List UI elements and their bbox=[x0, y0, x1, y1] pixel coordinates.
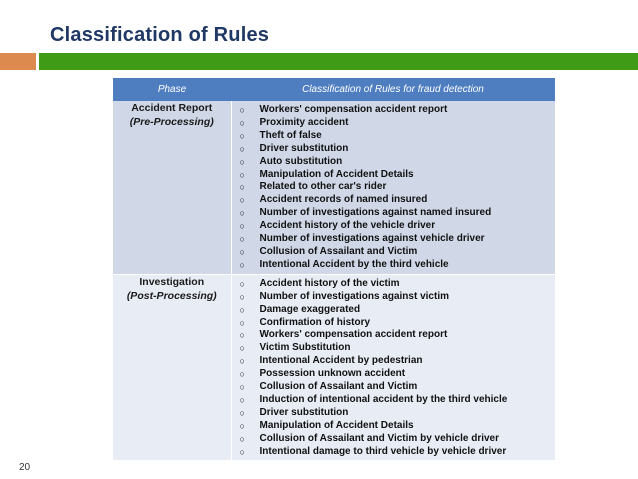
circle-bullet-icon: ○ bbox=[239, 143, 245, 154]
list-item bbox=[232, 194, 556, 207]
list-item bbox=[232, 246, 556, 259]
circle-bullet-icon: ○ bbox=[239, 394, 245, 405]
rule-text: Induction of intentional accident by the third vehicle bbox=[259, 393, 508, 405]
rule-text: Accident history of the vehicle driver bbox=[259, 220, 436, 232]
circle-bullet-icon: ○ bbox=[239, 221, 245, 232]
list-item bbox=[232, 220, 556, 233]
list-item bbox=[232, 291, 556, 304]
circle-bullet-icon: ○ bbox=[239, 278, 245, 289]
circle-bullet-icon: ○ bbox=[239, 182, 245, 193]
list-item bbox=[232, 342, 556, 355]
rule-text: Manipulation of Accident Details bbox=[259, 168, 414, 180]
list-item bbox=[232, 407, 556, 420]
table-row bbox=[113, 101, 555, 274]
rule-text: Accident records of named insured bbox=[259, 194, 428, 206]
rule-text: Intentional Accident by the third vehicle bbox=[259, 258, 449, 270]
rule-text: Confirmation of history bbox=[259, 316, 371, 328]
rule-text: Intentional damage to third vehicle by vehicle driver bbox=[259, 445, 507, 457]
rule-text: Collusion of Assailant and Victim bbox=[259, 381, 418, 393]
rule-text: Workers' compensation accident report bbox=[259, 329, 448, 341]
circle-bullet-icon: ○ bbox=[239, 356, 245, 367]
list-item bbox=[232, 143, 556, 156]
table-header-row bbox=[113, 78, 555, 101]
circle-bullet-icon: ○ bbox=[239, 369, 245, 380]
rule-text: Driver substitution bbox=[259, 142, 349, 154]
list-item bbox=[232, 394, 556, 407]
list-item bbox=[232, 278, 556, 291]
list-item bbox=[232, 304, 556, 317]
rules-cell bbox=[231, 101, 555, 274]
rule-text: Related to other car's rider bbox=[259, 181, 387, 193]
rule-text: Accident history of the victim bbox=[259, 277, 400, 289]
table-row bbox=[113, 274, 555, 460]
circle-bullet-icon: ○ bbox=[239, 407, 245, 418]
circle-bullet-icon: ○ bbox=[239, 117, 245, 128]
list-item bbox=[232, 259, 556, 272]
circle-bullet-icon: ○ bbox=[239, 446, 245, 457]
circle-bullet-icon: ○ bbox=[239, 433, 245, 444]
circle-bullet-icon: ○ bbox=[239, 317, 245, 328]
list-item bbox=[232, 446, 556, 459]
circle-bullet-icon: ○ bbox=[239, 259, 245, 270]
phase-subtitle: (Post-Processing) bbox=[126, 289, 217, 302]
rules-table bbox=[113, 78, 555, 460]
list-item bbox=[232, 104, 556, 117]
list-item bbox=[232, 317, 556, 330]
rules-list bbox=[232, 275, 556, 461]
circle-bullet-icon: ○ bbox=[239, 208, 245, 219]
rule-text: Theft of false bbox=[259, 129, 322, 141]
circle-bullet-icon: ○ bbox=[239, 382, 245, 393]
rules-list bbox=[232, 101, 556, 274]
circle-bullet-icon: ○ bbox=[239, 291, 245, 302]
rule-text: Damage exaggerated bbox=[259, 303, 361, 315]
rule-text: Number of investigations against victim bbox=[259, 290, 449, 302]
rule-text: Intentional Accident by pedestrian bbox=[259, 355, 423, 367]
circle-bullet-icon: ○ bbox=[239, 246, 245, 257]
circle-bullet-icon: ○ bbox=[239, 130, 245, 141]
circle-bullet-icon: ○ bbox=[239, 156, 245, 167]
list-item bbox=[232, 355, 556, 368]
list-item bbox=[232, 368, 556, 381]
phase-cell bbox=[113, 274, 231, 460]
rule-text: Auto substitution bbox=[259, 155, 343, 167]
circle-bullet-icon: ○ bbox=[239, 195, 245, 206]
list-item bbox=[232, 207, 556, 220]
list-item bbox=[232, 381, 556, 394]
accent-bar-green bbox=[39, 53, 638, 70]
rule-text: Manipulation of Accident Details bbox=[259, 419, 414, 431]
list-item bbox=[232, 117, 556, 130]
header-phase: Phase bbox=[113, 78, 231, 101]
circle-bullet-icon: ○ bbox=[239, 420, 245, 431]
list-item bbox=[232, 329, 556, 342]
circle-bullet-icon: ○ bbox=[239, 169, 245, 180]
rule-text: Collusion of Assailant and Victim by vehicle driver bbox=[259, 432, 500, 444]
rule-text: Collusion of Assailant and Victim bbox=[259, 245, 418, 257]
rule-text: Victim Substitution bbox=[259, 342, 351, 354]
phase-subtitle: (Pre-Processing) bbox=[129, 116, 214, 128]
header-classification: Classification of Rules for fraud detection bbox=[231, 78, 555, 101]
rule-text: Workers' compensation accident report bbox=[259, 104, 448, 115]
circle-bullet-icon: ○ bbox=[239, 343, 245, 354]
list-item bbox=[232, 169, 556, 182]
accent-bar-orange bbox=[0, 53, 36, 70]
rule-text: Proximity accident bbox=[259, 116, 349, 128]
rule-text: Possession unknown accident bbox=[259, 368, 406, 380]
slide-number: 20 bbox=[19, 462, 31, 473]
circle-bullet-icon: ○ bbox=[239, 105, 245, 115]
circle-bullet-icon: ○ bbox=[239, 330, 245, 341]
circle-bullet-icon: ○ bbox=[239, 234, 245, 245]
rules-cell bbox=[231, 274, 555, 460]
list-item bbox=[232, 156, 556, 169]
rule-text: Number of investigations against vehicle driver bbox=[259, 233, 485, 245]
list-item bbox=[232, 181, 556, 194]
slide-title: Classification of Rules bbox=[50, 24, 270, 46]
phase-name: Accident Report bbox=[131, 102, 213, 114]
phase-cell bbox=[113, 101, 231, 274]
rule-text: Number of investigations against named insured bbox=[259, 207, 492, 219]
phase-name: Investigation bbox=[139, 275, 205, 288]
list-item bbox=[232, 233, 556, 246]
list-item bbox=[232, 433, 556, 446]
list-item bbox=[232, 130, 556, 143]
list-item bbox=[232, 420, 556, 433]
rule-text: Driver substitution bbox=[259, 406, 349, 418]
circle-bullet-icon: ○ bbox=[239, 304, 245, 315]
